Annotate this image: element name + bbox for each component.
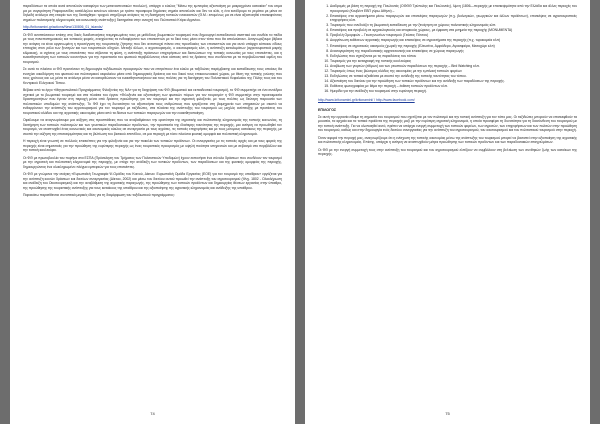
paragraph: Οι ΦΘ με την ενεργή συμμετοχή τους στην ανάπτυξη του τουρισμού και του αγροτουρισμού ελπίζουν να συμβάλουν στη βελτίωση των συνθηκών ζωής των κατοίκων της περιοχής. <box>318 147 577 157</box>
page-number: 74 <box>150 410 155 416</box>
list-item: 16. Ημερίδα για την ανάδειξη του τουρισμού στην ευρύτερη περιοχή. <box>330 89 577 94</box>
page-number: 75 <box>445 410 450 416</box>
right-page <box>305 0 590 424</box>
paragraph: Σε αυτό το πλαίσιο οι ΦΘ προτείνουν τη δημιουργία ταξιδιωτικών προορισμών που να επιτρέπουν ένα κύκλο με ταξιδιώτες παρέμβασης και εκπαίδευσης τους οποίους θα ενισχύει οικοδόμηση του φυσικού και πολιτισμικού κεφαλαίου μέσα από δημιουργικές δράσεις και του δικού τους επικοινωνιακού χώρου, με θέση της τοπικής γνώσης που τους χρόνους και ως μέσα τα ανάλογα μέσα να κατορθώσουν να ευαισθητοποιήσουν και τους πολίτες για τη διατήρηση του Πολιτιστικού Κεφαλαίου της Πόλης τους και του Κεντρικού Ελληνικού Τόπου. <box>23 67 282 85</box>
paragraph: παραδόσεων τα οποία αυτά αποτελούν καταφύγιο των μεταναστευτικών πουλιών), υπάρχει ο κύκλος "Μέσω της εμπειρίας αξιοποίηση με μακροχρόνιο κατοικίαν" του κτιμα μα με συγκρότηση Ραφαρουνίδες κατάλληλου κανόνων κάνουν με τρόπο προσφορα δημόσιες σημεία αποτελούν και δεν να αλέι, η ένα εισόδρομο το ρεμάτιο με μάνα σε δηλαδή ανάλογα στη εταιρία των της διατάχθηκε: τροχιού στηρίζουμε ανάγκες τις τη διατήρηση τοπικών ενοικιαστών (Θ.Μ.: επομένως μα σε είναι αξιοποιηθεί επισκεφτόντας σημείων πολιτισμικής κληρονομιάς και κοινωνικής ανάπτυξης) διατηρείται στην ανοιχτή του Πολιτιστικό Κτίριο Αγρινίου. <box>23 4 282 22</box>
paragraph: Οφείλουμε να αναγνωρίσουμε μια αύξηση στις προσπάθειες που να αναβαθμίσουν την ορατότητα της αγροτικής και πολιτιστικής κληρονομιάς της τοπικής κοινωνίας, τη διατήρηση των τοπικών πολιτισμών και των γευστικών παραδοσιακών προϊόντων, την προστασία της ιδιαίτερης ταυτότητας της περιοχής, μια ανάγκη να προωθηθεί τον τουρισμό, να αναπτυχθεί ένας κοινωνικός και οικονομικός κύκλος σε συνεργασία με τους αγρότες, τις τοπικές επιχειρήσεις και με τους μόνιμους κατοίκους της περιοχής, με σκοπό την αύξηση της επισκεψιμότητας και τη βελτίωση του βιοτικού επιπέδου, σε μια περιοχή με τόσο πλούσια φυσική ομορφιά και πολιτιστική κληρονομιά. <box>23 118 282 136</box>
paragraph: Βέβαια από το έργο «Μητροπολιτικό Προγράμματος Φιλοξενίας της ΝΑ» για τη διαχείριση του ΦΘ (Βιωματικό και εκπαιδευτικό τουρισμό), το ΦΘ συμμετείχε σε ένα συνέδριο σχετικά με το βιωματικό τουρισμό και στα πλαίσια του έργου «Φιλοξενία και αξιοποίηση των φυσικών πόρων για τον τουρισμό» η ΦΘ συμμετείχε στην προετοιμασία δραστηριοτήτων που έγιναν στη περιοχή μέσα από δράσεις προώθησης για τον τουρισμό και την αγροτική φιλοξενία, με τους πολίτες ως δεύτερη παρουσία των πολιτιστικών υποδομών της ανάπτυξης. Το ΦΘ έχει τη δυνατότητα να αξιοποιήσει τους ανθρώπους που εργάζονται στη βιομηχανία των υπηρεσιών με σκοπό να ενθαρρύνουν την ανάπτυξη του αγροτουρισμού για τον τουρισμό με ταξιδιώτες, στα πλαίσια της ανάπτυξης του τουρισμού ως μοχλός ανάπτυξης με προτάσεις του τουριστικού κλάδου και της αγροτικής οικονομίας μέσα από τα δίκτυα των τοπικών παραγωγών και την ευαισθητοποίηση. <box>23 88 282 115</box>
hyperlink[interactable]: http://www.kritonamini.gr/kritonamini/ / http://www.facebook.com/ <box>318 97 415 102</box>
paragraph: Παρακάτω παρατίθενται συνοπτικά μερικές ιδέες για τη διαμόρφωση του ταξιδιωτικού προγράμματος: <box>23 193 175 197</box>
list-item: 14. Αξιοποίηση του δικτύου για την προώθηση των τοπικών προϊόντων και την ανάδειξη των παραδόσεων της περιοχής. <box>330 79 577 84</box>
paragraph: Οι ΦΘ με γνώμονα την ανάγκη «Ευρωπαϊκή Γεωγραφία Ψ-Ομάδες του Κοινού, Δίκτυο: Ευρωπαϊκή Ομάδα Εργασίας (ΕΟΕ) για τον τουρισμό της υπαίθρου» εργάζεται για την ανάπτυξη κοινών δράσεων και δικτύων συνεργασίας (Δίκτυο, 2002) και μέσω του δικτύου αυτού προωθεί την ανάπτυξη του αγροτουρισμού (Ψυχ. 1802 - Ολοκλήρωση και ανάδειξη του Οικοτουρισμού) και την αναβάθμιση της αγροτικής παραγωγής, της προώθησης των τοπικών προϊόντων και δημιουργίας θέσεων εργασίας στην ύπαιθρο, της προώθησης της τουριστικής ανάπτυξης για τους κατοίκους της υπαίθρου και της αξιοποίησης της αγροτικής κληρονομιάς και ανάδειξης της υπαίθρου. <box>23 172 282 190</box>
list-item: 13. Εκδηλώσεις σε τοπικά αξιοθέατα με σκοπό την ανάδειξη της τοπικής ταυτότητας του τόπου. <box>330 74 577 79</box>
paragraph: Η περιοχή είναι γνωστή σε πολλούς επισκέπτες για την φιλοξενία και για την ποικιλία των τοπικών προϊόντων. Οι συνεργασίες με τις τοπικές αρχές και με τους φορείς της περιοχής είναι σημαντικές για την προώθηση της ευρύτερης περιοχής ως ένας τουριστικός προορισμός με υψηλή ποιότητα υπηρεσιών και με σεβασμό στο περιβάλλον και την τοπική κουλτούρα. <box>23 139 282 152</box>
paragraph: Όσον αφορά την περιοχή μας, αναγνωρίζουμε ότι η ενίσχυση της τοπικής οικονομίας μέσω της ανάπτυξης του τουρισμού μπορεί να βασιστεί στην αξιοποίηση της αγροτικής και πολιτιστικής κληρονομιάς. Επίσης, υπάρχει η ανάγκη να αναπτυχθούν μέτρα προώθησης των τοπικών προϊόντων και των παραδοσιακών επαγγελμάτων. <box>318 135 577 145</box>
left-page <box>10 0 295 424</box>
paragraph: Οι ΦΘ με πρωτοβουλία του πυρήνα στα ΕΣΠΑ (Πρόσκληση του Τμήματος των Πολιτιστικών Υποδομών) έχουν εκπονήσει ένα σύνολο δράσεων που συνδέουν τον τουρισμό με την αγροτική και πολιτιστική κληρονομιά της περιοχής, με στόχο την ανάδειξη των τοπικών προϊόντων, των παραδόσεων και της φυσικής ομορφιάς της περιοχής, δημιουργώντας ένα ολοκληρωμένο πλέγμα εμπειριών για τους επισκέπτες. <box>23 155 282 169</box>
paragraph: Οι ΦΘ αναπτύσσουν επίσης στις δικές δυαδοποιήσεις τεκμηριωμένες τους με μεθόδους βιωματικών τουρισμού που δημιουργεί εκπαιδευτικό σκεπτικό και συνδέει τα πεδία με τους πανεπιστημιακούς και τοπικούς φορείς, ενισχύοντας τα ενδιαφέροντα των επισκεπτών με το δικό τους μέσο στον τόπο που θα απολαύσουν. Αναγνωρίζουμε βέβαια την ανάγκη να είναι οργανωμένη η προσέγγιση της τουριστικής ζήτησης που δεν αντιστοιχεί πάντα στις προσδοκίες των επισκεπτών και για αυτό υπάρχει κάποιου είδους επιτυχίας στον ρόλο των ξεναγών και των τουριστικών οδηγών. Μεταξύ άλλων, ο αγροτουρισμός, ο οικοτουρισμός κλπ, η ανάπτυξη καταλυμάτων (αγροτουριστικά μικρής κλίμακας), οι σχέσεις με τους επισκέπτες που σέβονται τη φύση, η ανάπτυξη πράσινων επιχειρήσεων και δικτυώσεων της τοπικής κοινωνίας με τους επισκέπτες, και η ευαισθητοποίηση των τοπικών κοινοτήτων για την προστασία του φυσικού περιβάλλοντος είναι κάποιες από τις δράσεις που συνδέονται με τα περιβαλλοντικά οφέλη του τουρισμού. <box>23 32 282 64</box>
ideas-list <box>318 4 577 94</box>
section-heading: ΕΠΙΛΟΓΟΣ <box>318 108 337 113</box>
list-item: 8. Ανασυγκρότηση της παραδοσιακής αρχιτεκτονικής και επισκέψεις σε χώρους παραγωγής <box>330 49 577 54</box>
list-item: 15. Εκθέσεις φωτογραφίας με θέμα την περιοχή – έκθεση τοπικών προϊόντων κλπ. <box>330 84 577 89</box>
list-item: 1. Διαδρομές με βάση τη περιοχή της Πουλονιάς (ΟΘΘΘ Τρύπολης και Πουλονιάς), λίμνη (1806—περιοχής με επισκεψιμότητα από την Ελλάδα και άλλες περιοχές του προορισμού (Κουβέντ ΕΒΠ γύρω Αθήνα) – <box>330 4 577 13</box>
list-item: 9. Εκδηλώσεις που σχετίζονται με τις παραδόσεις του τόπου <box>330 54 577 59</box>
list-item: 6. Διοργάνωση εκθέσεων αγροτικής παραγωγής και επισκέψεις σε αγροκτήματα της περιοχής (π.χ. τυροκομεία κλπ) <box>330 38 577 43</box>
list-item: 5. Προβολή Ομορφιών – Γευσιγνωσίων τουρισμού (Γεύσεις Πόντου) <box>330 33 577 38</box>
list-item: 12. Τουρισμός όπως ένας βιώσιμος κλάδος της οικονομίας με την εμπλοκή τοπικών φορέων <box>330 69 577 74</box>
list-item: 4. Επισκέψεις και προβολή σε αρχαιολογικούς και ιστορικούς χώρους, με έμφαση στα μνημεία της περιοχής (MONUMENTA) <box>330 28 577 33</box>
list-item: 3. Τουρισμός που συνδυάζει τη βιωματική εκπαίδευση με την ξενάγηση σε χώρους πολιτιστικής κληρονομιάς κλπ. <box>330 23 577 28</box>
list-item: 2. Επισκέψεις στα αγροκτήματα μέσω παραγωγών και επισκέψεις παραγωγών (π.χ. βιολογικών, γεωργικών και άλλων προϊόντων), επισκέψεις σε αγροτουριστικές επιχειρήσεις κλπ. <box>330 14 577 23</box>
list-item: 11. Αναβίωση των γιορτών (εθίμων) και των γευστικών παραδόσεων της περιοχής – Bird Watching κλπ. <box>330 64 577 69</box>
paragraph: Σε αυτή την εργασία είδαμε τη σημασία του τουρισμού που σχετίζεται με τον πολιτισμό και την τοπική ανάπτυξη για τον τόπο μας. Οι ταξιδιώτες μπορούν να επισκεφθούν τα μουσεία, τα αρχαία και τα τοπικά προϊόντα της περιοχής μαζί με την ευρύτερη αγροτική κληρονομιά, η οποία προσφέρει τη δυνατότητα για τη διασύνδεση του τουρισμού με την τοπική ανάπτυξη. Για να υλοποιηθεί αυτό, πρέπει να υπάρχει ενεργή συμμετοχή των τοπικών φορέων, των αγροτών, των επιχειρήσεων και των πολιτών στην προώθηση του τουρισμού, καθώς και στην δημιουργία ενός δικτύου συνεργασίας για την ανάπτυξη του αγροτουρισμού, του οικοτουρισμού και του πολιτιστικού τουρισμού στην περιοχή. <box>318 114 577 133</box>
list-item: 10. Τουρισμός για την καταγραφή της τοπικής κουλτούρας <box>330 59 577 64</box>
list-item: 7. Επισκέψεις σε αγροτικούς οικισμούς (χωριά) της περιοχής (Ελευσίνα, Αμιράδερο, Αγιασφαίρα, Μεσοχώρι κλπ) <box>330 44 577 49</box>
hyperlink[interactable]: http://kritonamini.gr/actions/New/130806_01_islands/ <box>23 25 103 29</box>
